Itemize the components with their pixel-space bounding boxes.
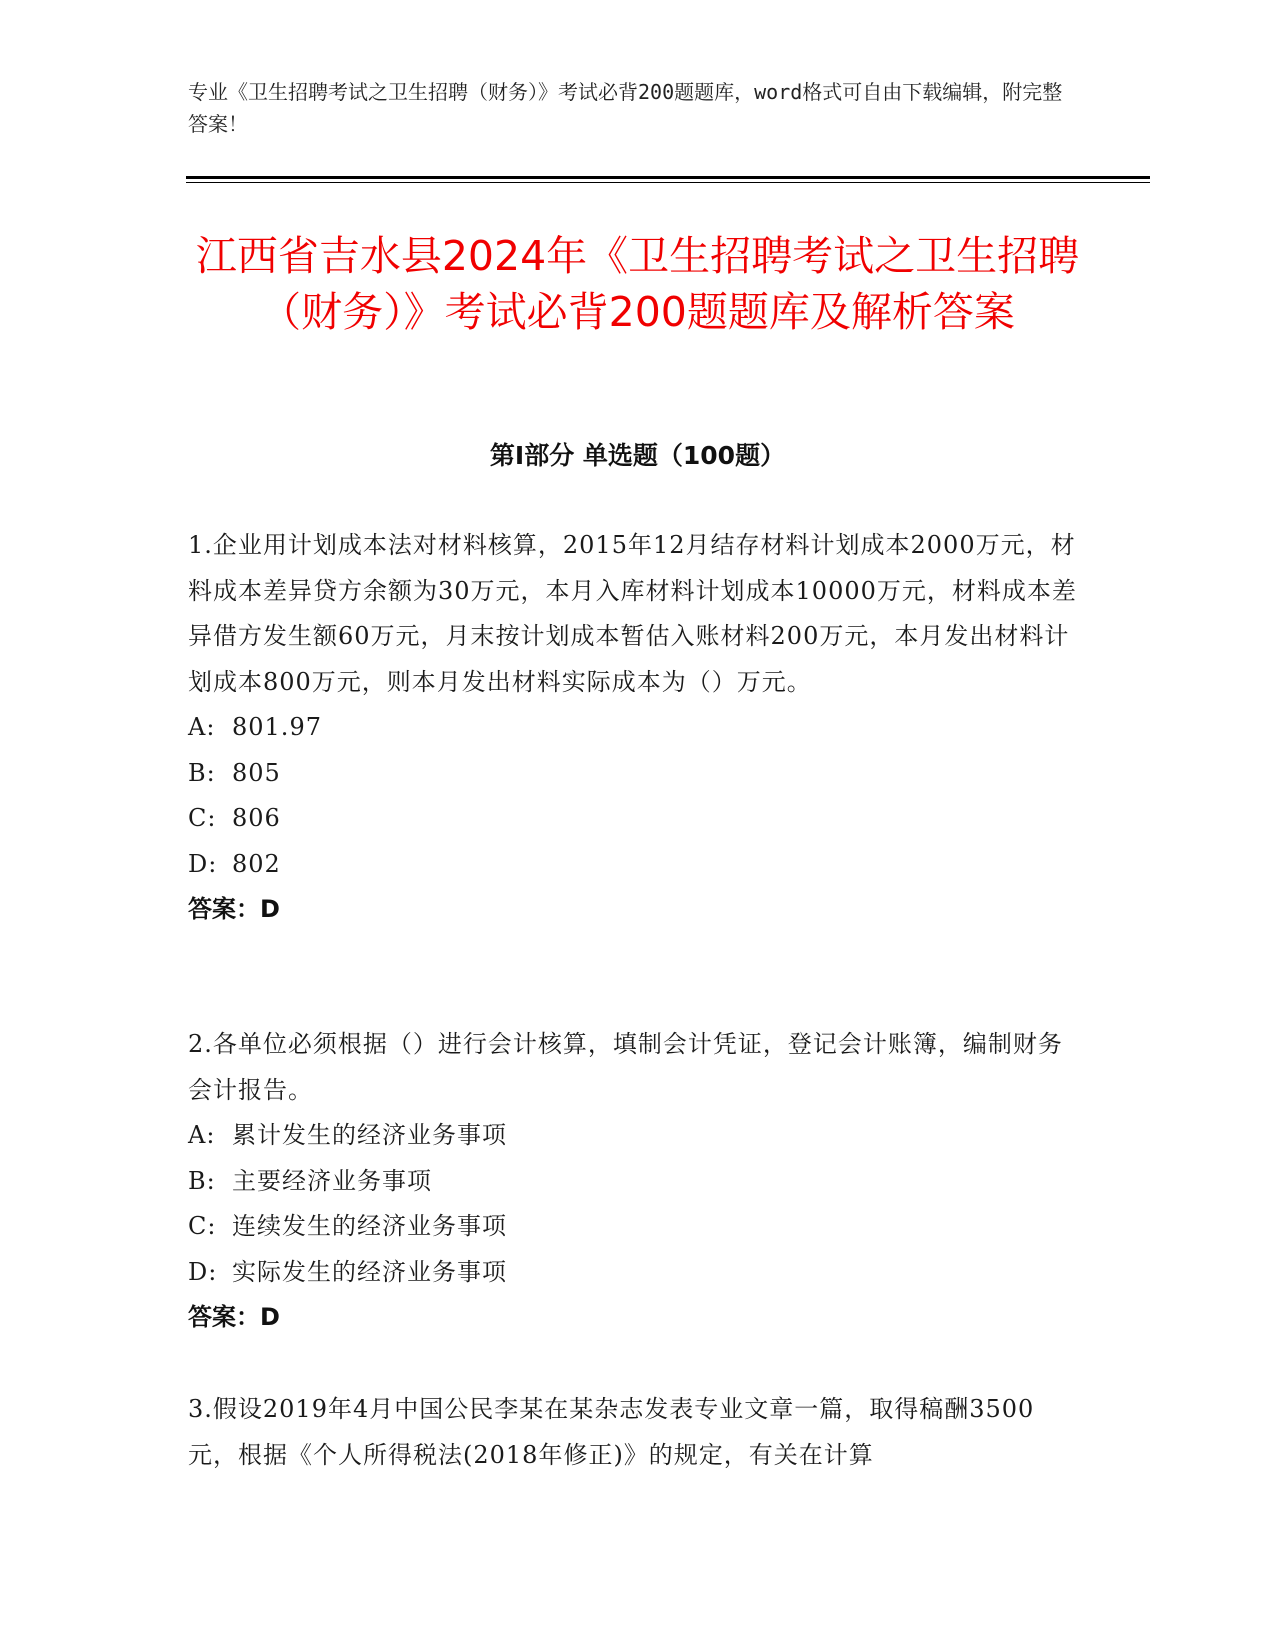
option-text: 累计发生的经济业务事项 <box>232 1121 507 1149</box>
question-stem: 2.各单位必须根据（）进行会计核算，填制会计凭证，登记会计账簿，编制财务会计报告。 <box>188 1030 1063 1104</box>
document-title: 江西省吉水县2024年《卫生招聘考试之卫生招聘（财务）》考试必背200题题库及解析答案 <box>195 232 1080 336</box>
option-key: D: <box>188 849 218 878</box>
option-d <box>188 1250 1078 1296</box>
option-text: 802 <box>232 849 281 878</box>
option-key: A: <box>188 1121 216 1149</box>
option-text: 连续发生的经济业务事项 <box>232 1212 507 1240</box>
option-key: C: <box>188 1212 217 1240</box>
option-c <box>188 1204 1078 1250</box>
option-c <box>188 796 1078 842</box>
option-b <box>188 751 1078 797</box>
question-answer: 答案：D <box>188 1303 280 1331</box>
option-a <box>188 1113 1078 1159</box>
option-key: C: <box>188 804 217 832</box>
option-key: B: <box>188 1166 216 1195</box>
option-b <box>188 1159 1078 1205</box>
option-text: 801.97 <box>232 713 322 741</box>
header-rule-thin <box>186 182 1150 183</box>
question-stem: 1.企业用计划成本法对材料核算，2015年12月结存材料计划成本2000万元，材料成本差异贷方余额为30万元，本月入库材料计划成本10000万元，材料成本差异借方发生额60万元，月末按计划成本暂估入账材料200万元，本月发出材料计划成本800万元，则本月发出材料实际成本为（）万元。 <box>188 531 1077 696</box>
question-3 <box>188 1387 1078 1478</box>
option-key: A: <box>188 713 216 741</box>
option-key: D: <box>188 1257 218 1286</box>
option-text: 806 <box>232 804 281 832</box>
option-key: B: <box>188 758 216 787</box>
question-stem: 3.假设2019年4月中国公民李某在某杂志发表专业文章一篇，取得稿酬3500元，根据《个人所得税法(2018年修正)》的规定，有关在计算 <box>188 1395 1035 1469</box>
option-text: 主要经济业务事项 <box>232 1166 432 1195</box>
option-a <box>188 705 1078 751</box>
question-1 <box>188 523 1078 933</box>
option-text: 实际发生的经济业务事项 <box>232 1257 507 1286</box>
section-title: 第Ⅰ部分 单选题（100题） <box>489 441 786 470</box>
header-rule-thick <box>186 176 1150 179</box>
header-note: 专业《卫生招聘考试之卫生招聘（财务）》考试必背200题题库，word格式可自由下载编辑，附完整答案！ <box>188 80 1063 136</box>
option-text: 805 <box>232 758 281 787</box>
question-answer: 答案：D <box>188 895 280 923</box>
option-d <box>188 842 1078 888</box>
question-2 <box>188 1022 1078 1341</box>
